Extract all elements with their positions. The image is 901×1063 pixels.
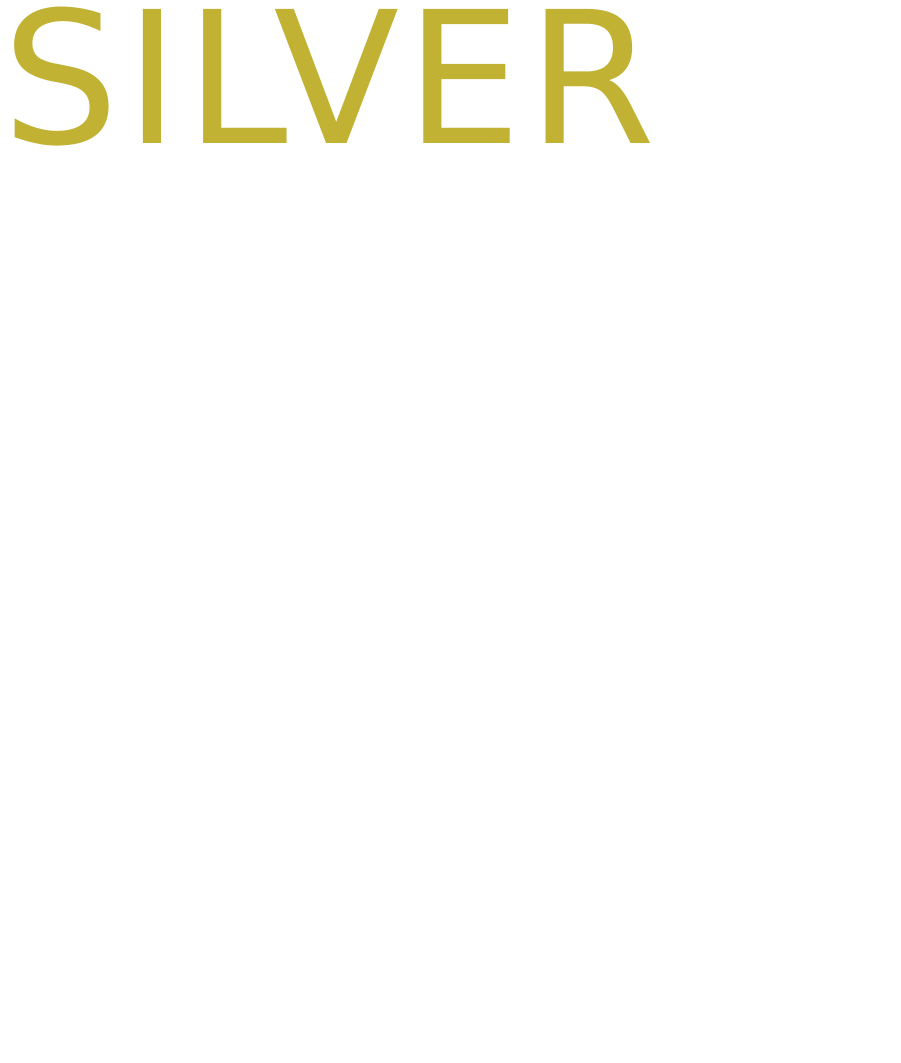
- silver-heading: SILVER: [2, 0, 662, 187]
